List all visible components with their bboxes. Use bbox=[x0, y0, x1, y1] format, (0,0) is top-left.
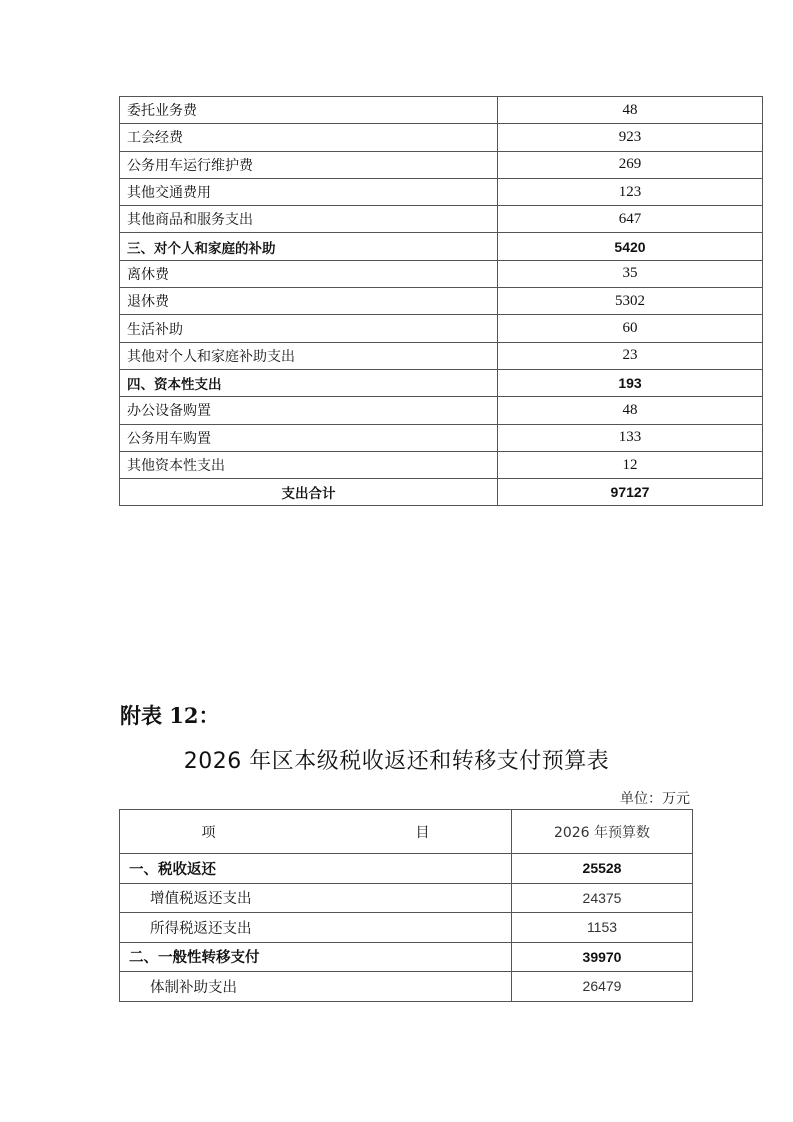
table-row bbox=[120, 397, 763, 424]
table-row bbox=[120, 883, 693, 913]
row-label: 一、税收返还 bbox=[120, 854, 512, 884]
row-label: 其他交通费用 bbox=[120, 178, 498, 205]
table-row bbox=[120, 206, 763, 233]
table-row bbox=[120, 178, 763, 205]
row-value: 123 bbox=[498, 178, 763, 205]
row-label: 四、资本性支出 bbox=[120, 369, 498, 396]
table-row bbox=[120, 342, 763, 369]
row-value: 24375 bbox=[512, 883, 693, 913]
row-label: 增值税返还支出 bbox=[120, 883, 512, 913]
unit-label: 单位：万元 bbox=[620, 791, 690, 807]
row-value: 25528 bbox=[512, 854, 693, 884]
row-value: 647 bbox=[498, 206, 763, 233]
total-value: 97127 bbox=[498, 479, 763, 506]
row-label: 离休费 bbox=[120, 260, 498, 287]
table-row bbox=[120, 151, 763, 178]
row-label: 其他对个人和家庭补助支出 bbox=[120, 342, 498, 369]
expenditure-table bbox=[119, 96, 763, 506]
row-value: 12 bbox=[498, 451, 763, 478]
row-label: 工会经费 bbox=[120, 124, 498, 151]
table-row bbox=[120, 913, 693, 943]
category-row bbox=[120, 942, 693, 972]
row-value: 60 bbox=[498, 315, 763, 342]
category-row bbox=[120, 233, 763, 260]
row-label: 办公设备购置 bbox=[120, 397, 498, 424]
row-label: 生活补助 bbox=[120, 315, 498, 342]
table-row bbox=[120, 424, 763, 451]
category-row bbox=[120, 369, 763, 396]
table-row bbox=[120, 260, 763, 287]
row-value: 5420 bbox=[498, 233, 763, 260]
appendix-label: 附表 12： bbox=[120, 703, 220, 728]
header-item bbox=[120, 810, 512, 854]
row-value: 48 bbox=[498, 397, 763, 424]
row-value: 923 bbox=[498, 124, 763, 151]
row-label: 其他商品和服务支出 bbox=[120, 206, 498, 233]
table-header-row bbox=[120, 810, 693, 854]
row-value: 269 bbox=[498, 151, 763, 178]
row-value: 133 bbox=[498, 424, 763, 451]
row-label: 退休费 bbox=[120, 288, 498, 315]
tax-return-transfer-table bbox=[119, 809, 693, 1002]
table-row bbox=[120, 451, 763, 478]
total-row bbox=[120, 479, 763, 506]
table-row bbox=[120, 124, 763, 151]
table-row bbox=[120, 315, 763, 342]
row-label: 二、一般性转移支付 bbox=[120, 942, 512, 972]
row-label: 公务用车运行维护费 bbox=[120, 151, 498, 178]
header-item-right: 目 bbox=[415, 824, 430, 841]
header-budget: 2026 年预算数 bbox=[512, 810, 693, 854]
header-item-left: 项 bbox=[201, 824, 216, 841]
table-row bbox=[120, 288, 763, 315]
row-label: 三、对个人和家庭的补助 bbox=[120, 233, 498, 260]
total-label: 支出合计 bbox=[120, 479, 498, 506]
row-value: 193 bbox=[498, 369, 763, 396]
row-value: 48 bbox=[498, 97, 763, 124]
row-value: 39970 bbox=[512, 942, 693, 972]
category-row bbox=[120, 854, 693, 884]
row-label: 体制补助支出 bbox=[120, 972, 512, 1002]
row-value: 23 bbox=[498, 342, 763, 369]
row-value: 35 bbox=[498, 260, 763, 287]
row-label: 所得税返还支出 bbox=[120, 913, 512, 943]
table-row bbox=[120, 972, 693, 1002]
table-row bbox=[120, 97, 763, 124]
row-value: 5302 bbox=[498, 288, 763, 315]
row-label: 公务用车购置 bbox=[120, 424, 498, 451]
row-label: 其他资本性支出 bbox=[120, 451, 498, 478]
row-value: 1153 bbox=[512, 913, 693, 943]
row-value: 26479 bbox=[512, 972, 693, 1002]
row-label: 委托业务费 bbox=[120, 97, 498, 124]
table-title: 2026 年区本级税收返还和转移支付预算表 bbox=[183, 749, 610, 774]
